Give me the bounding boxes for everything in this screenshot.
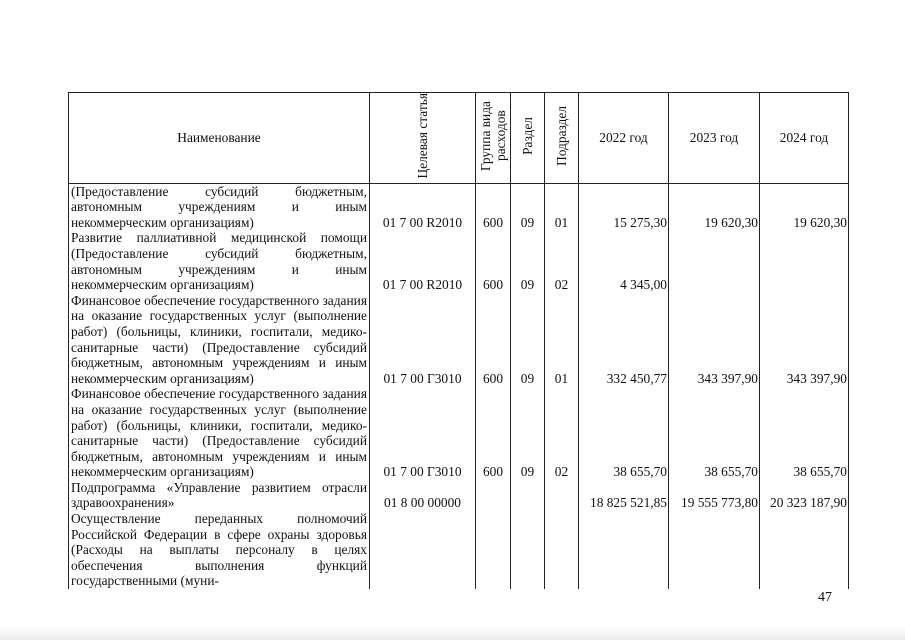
- row-group: 600: [476, 183, 511, 230]
- row-2024: [760, 230, 849, 292]
- table-row: [69, 511, 849, 589]
- row-2022: 332 450,77: [579, 293, 669, 387]
- row-name: Осуществление переданных полномочий Российской Федерации в сфере охраны здоровья (Расходы на выплаты персоналу в целях обеспечения выполнения функций государственными (муни-: [69, 511, 370, 589]
- row-2022: 18 825 521,85: [579, 480, 669, 511]
- row-2023: [669, 511, 760, 589]
- row-section: [511, 511, 545, 589]
- row-2023: 343 397,90: [669, 293, 760, 387]
- header-2024: 2024 год: [760, 93, 849, 184]
- header-target: Целевая статья: [415, 93, 430, 179]
- header-2023: 2023 год: [669, 93, 760, 184]
- header-subsection: Подраздел: [554, 106, 569, 166]
- header-group: Группа вида расходов: [478, 101, 508, 171]
- row-2024: [760, 511, 849, 589]
- row-group: [476, 480, 511, 511]
- row-section: 09: [511, 230, 545, 292]
- table-row: [69, 293, 849, 387]
- row-group: [476, 511, 511, 589]
- row-2022: 4 345,00: [579, 230, 669, 292]
- table-header-row: [69, 93, 849, 184]
- row-section: [511, 480, 545, 511]
- row-name: (Предоставление субсидий бюджетным, автономным учреждениям и иным некоммерческим организациям): [69, 183, 370, 230]
- row-target: 01 7 00 Г3010: [370, 386, 476, 480]
- row-name: Развитие паллиативной медицинской помощи (Предоставление субсидий бюджетным, автономным учреждениям и иным некоммерческим организациям): [69, 230, 370, 292]
- header-2022: 2022 год: [579, 93, 669, 184]
- row-2023: 19 555 773,80: [669, 480, 760, 511]
- row-subsection: [545, 480, 579, 511]
- row-subsection: 02: [545, 386, 579, 480]
- row-target: 01 7 00 R2010: [370, 183, 476, 230]
- row-name: Подпрограмма «Управление развитием отрасли здравоохранения»: [69, 480, 370, 511]
- header-name: Наименование: [69, 93, 370, 184]
- row-section: 09: [511, 386, 545, 480]
- page-number: 47: [818, 590, 832, 605]
- table-row: [69, 480, 849, 511]
- row-name: Финансовое обеспечение государственного задания на оказание государственных услуг (выполнение работ) (больницы, клиники, госпитали, медико-санитарные части) (Предоставление субсидий бюджетным, автономным учреждениям и иным некоммерческим организациям): [69, 293, 370, 387]
- row-2024: 20 323 187,90: [760, 480, 849, 511]
- row-2023: 38 655,70: [669, 386, 760, 480]
- row-target: 01 7 00 R2010: [370, 230, 476, 292]
- row-target: 01 7 00 Г3010: [370, 293, 476, 387]
- table-row: [69, 230, 849, 292]
- row-subsection: 01: [545, 183, 579, 230]
- row-section: 09: [511, 183, 545, 230]
- row-subsection: 01: [545, 293, 579, 387]
- row-2022: [579, 511, 669, 589]
- budget-table: [68, 92, 849, 589]
- table-row: [69, 183, 849, 230]
- row-2023: 19 620,30: [669, 183, 760, 230]
- row-2022: 15 275,30: [579, 183, 669, 230]
- row-2023: [669, 230, 760, 292]
- page-edge: [0, 627, 905, 640]
- header-section: Раздел: [520, 117, 535, 155]
- row-target: 01 8 00 00000: [370, 480, 476, 511]
- row-group: 600: [476, 293, 511, 387]
- table-row: [69, 386, 849, 480]
- row-subsection: [545, 511, 579, 589]
- row-subsection: 02: [545, 230, 579, 292]
- row-2024: 343 397,90: [760, 293, 849, 387]
- row-name: Финансовое обеспечение государственного задания на оказание государственных услуг (выполнение работ) (больницы, клиники, госпитали, медико-санитарные части) (Предоставление субсидий бюджетным, автономным учреждениям и иным некоммерческим организациям): [69, 386, 370, 480]
- row-2022: 38 655,70: [579, 386, 669, 480]
- row-section: 09: [511, 293, 545, 387]
- row-group: 600: [476, 386, 511, 480]
- row-2024: 38 655,70: [760, 386, 849, 480]
- row-target: [370, 511, 476, 589]
- row-2024: 19 620,30: [760, 183, 849, 230]
- row-group: 600: [476, 230, 511, 292]
